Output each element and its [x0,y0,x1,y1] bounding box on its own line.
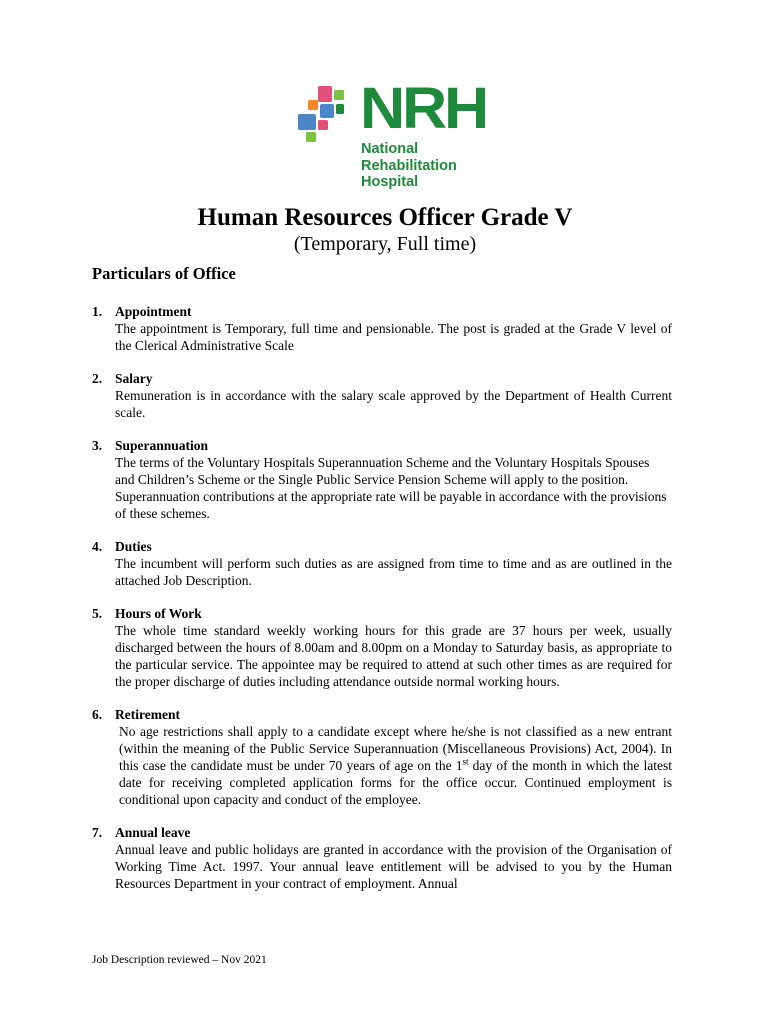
item-number: 2. [92,371,103,386]
item-heading: Retirement [115,707,180,722]
list-item-superannuation [92,437,672,522]
item-heading: Appointment [115,304,192,319]
item-number: 5. [92,606,103,621]
item-number: 7. [92,825,103,840]
item-number: 6. [92,707,103,722]
item-heading: Salary [115,371,153,386]
list-item-salary [92,370,672,421]
nrh-logo [298,76,488,190]
particulars-list [92,303,672,908]
item-body: The whole time standard weekly working hours for this grade are 37 hours per week, usually discharged between the hours of 8.00am and 8.00pm on a Monday to Saturday basis, as appropriate to the particular service. The appointee may be required to attend at such other times as are required for the proper discharge of duties including attendance outside normal working hours. [115,623,672,689]
logo-hospital-name: National Rehabilitation Hospital [361,141,457,190]
document-subtitle: (Temporary, Full time) [293,233,477,255]
item-number: 3. [92,438,103,453]
item-body: The incumbent will perform such duties as are assigned from time to time and as are outlined in the attached Job Description. [115,556,672,588]
document-title: Human Resources Officer Grade V [197,204,573,231]
list-item-duties [92,538,672,589]
item-heading: Annual leave [115,825,191,840]
logo-abbreviation: NRH [360,76,487,141]
item-heading: Duties [115,539,152,554]
item-number: 4. [92,539,103,554]
list-item-appointment [92,303,672,354]
item-body: Remuneration is in accordance with the salary scale approved by the Department of Health Current scale. [115,388,672,420]
list-item-annual-leave [92,824,672,892]
item-number: 1. [92,304,103,319]
item-body: The terms of the Voluntary Hospitals Superannuation Scheme and the Voluntary Hospitals Spouses and Children’s Scheme or the Single Public Service Pension Scheme will apply to the position. Superannuation contributions at the appropriate rate will be payable in accordance with the provisions of these schemes. [115,455,667,521]
item-heading: Hours of Work [115,606,202,621]
page-footer: Job Description reviewed – Nov 2021 [92,954,267,966]
section-title: Particulars of Office [92,264,236,283]
list-item-hours-of-work [92,605,672,690]
logo-squares-icon [298,86,356,144]
item-heading: Superannuation [115,438,209,453]
item-body: Annual leave and public holidays are granted in accordance with the provision of the Organisation of Working Time Act. 1997. Your annual leave entitlement will be advised to you by the Human Resources Department in your contract of employment. Annual [115,842,672,891]
item-body: The appointment is Temporary, full time and pensionable. The post is graded at the Grade V level of the Clerical Administrative Scale [115,321,672,353]
list-item-retirement [92,706,672,808]
item-body: No age restrictions shall apply to a candidate except where he/she is not classified as a new entrant (within the meaning of the Public Service Superannuation (Miscellaneous Provisions) Act, 2004). In this case the candidate must be under 70 years of age on the 1st day of the month in which the latest date for receiving completed application forms for the office occur. Continued employment is conditional upon capacity and conduct of the employee. [119,724,672,807]
